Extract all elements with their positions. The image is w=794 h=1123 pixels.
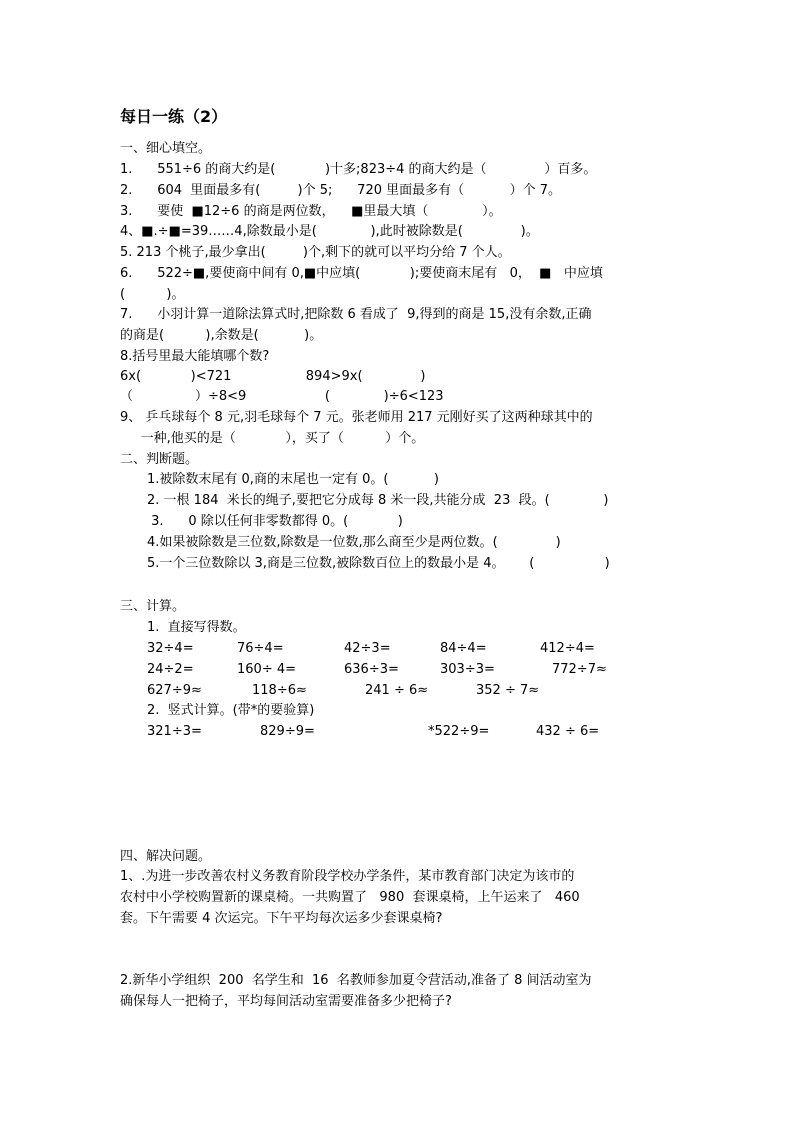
calc-item: 627÷9≈ [147, 683, 202, 698]
problem1-line3: 套。下午需要 4 次运完。下午平均每次运多少套课桌椅? [120, 911, 443, 926]
fill-blank-q1: 1. 551÷6 的商大约是( )十多;823÷4 的商大约是（ ）百多。 [120, 162, 597, 177]
calc-item: 42÷3= [344, 641, 391, 656]
fill-blank-q8-row2: （ ）÷8<9 ( )÷6<123 [120, 389, 444, 404]
problem1-line2: 农村中小学校购置新的课桌椅。一共购置了 980 套课桌椅，上午运来了 460 [120, 890, 580, 905]
page-title: 每日一练（2） [120, 107, 228, 126]
judge-q3: 3. 0 除以任何非零数都得 0。( ) [147, 514, 403, 529]
fill-blank-q9-line2: 一种,他买的是（ ），买了（ ）个。 [120, 431, 425, 446]
problem2-line1: 2.新华小学组织 200 名学生和 16 名教师参加夏令营活动,准备了 8 间活动室为 [120, 973, 592, 988]
fill-blank-q3: 3. 要使 ■12÷6 的商是两位数， ■里最大填（ ）。 [120, 204, 502, 219]
calc-item: 76÷4= [237, 641, 284, 656]
fill-blank-q7-line1: 7. 小羽计算一道除法算式时,把除数 6 看成了 9,得到的商是 15,没有余数,正确 [120, 307, 592, 322]
calc-item: 636÷3= [344, 662, 399, 677]
calc-item: 118÷6≈ [252, 683, 307, 698]
fill-blank-q6-line1: 6. 522÷■,要使商中间有 0,■中应填( );要使商末尾有 0， ■ 中应填 [120, 266, 603, 281]
judge-q5: 5.一个三位数除以 3,商是三位数,被除数百位上的数最小是 4。 ( ) [147, 556, 610, 571]
judge-q1: 1.被除数末尾有 0,商的末尾也一定有 0。( ) [147, 472, 439, 487]
fill-blank-q8: 8.括号里最大能填哪个数? [120, 349, 270, 364]
calc-item: 24÷2= [147, 662, 194, 677]
fill-blank-q2: 2. 604 里面最多有( )个 5; 720 里面最多有（ ）个 7。 [120, 183, 561, 198]
fill-blank-q8-row1: 6x( )<721 894>9x( ) [120, 369, 426, 384]
problem2-line2: 确保每人一把椅子，平均每间活动室需要准备多少把椅子? [120, 994, 452, 1009]
calc-item: *522÷9= [428, 724, 490, 739]
calc-sub2: 2. 竖式计算。(带*的要验算) [147, 703, 315, 718]
fill-blank-q5: 5. 213 个桃子,最少拿出( )个,剩下的就可以平均分给 7 个人。 [120, 245, 511, 260]
calc-item: 303÷3= [440, 662, 495, 677]
calc-item: 412÷4= [540, 641, 595, 656]
calc-item: 32÷4= [147, 641, 194, 656]
section3-heading: 三、计算。 [120, 599, 186, 614]
calc-item: 432 ÷ 6= [536, 724, 600, 739]
section4-heading: 四、解决问题。 [120, 849, 212, 864]
section2-heading: 二、判断题。 [120, 452, 199, 467]
calc-item: 829÷9= [260, 724, 315, 739]
calc-sub1: 1. 直接写得数。 [147, 620, 246, 635]
judge-q4: 4.如果被除数是三位数,除数是一位数,那么商至少是两位数。( ) [147, 535, 561, 550]
fill-blank-q9-line1: 9、 乒乓球每个 8 元,羽毛球每个 7 元。张老师用 217 元刚好买了这两种球其中的 [120, 410, 593, 425]
calc-item: 241 ÷ 6≈ [365, 683, 429, 698]
fill-blank-q4: 4、■.÷■=39……4,除数最小是( ),此时被除数是( )。 [120, 224, 539, 239]
calc-item: 352 ÷ 7≈ [476, 683, 540, 698]
calc-item: 84÷4= [440, 641, 487, 656]
calc-item: 321÷3= [147, 724, 202, 739]
fill-blank-q6-line2: ( )。 [120, 287, 185, 302]
section1-heading: 一、细心填空。 [120, 141, 212, 156]
judge-q2: 2. 一根 184 米长的绳子,要把它分成每 8 米一段,共能分成 23 段。( ) [147, 493, 609, 508]
calc-item: 160÷ 4= [237, 662, 297, 677]
calc-item: 772÷7≈ [552, 662, 607, 677]
fill-blank-q7-line2: 的商是( ),余数是( )。 [120, 328, 323, 343]
problem1-line1: 1、.为进一步改善农村义务教育阶段学校办学条件，某市教育部门决定为该市的 [120, 869, 575, 884]
